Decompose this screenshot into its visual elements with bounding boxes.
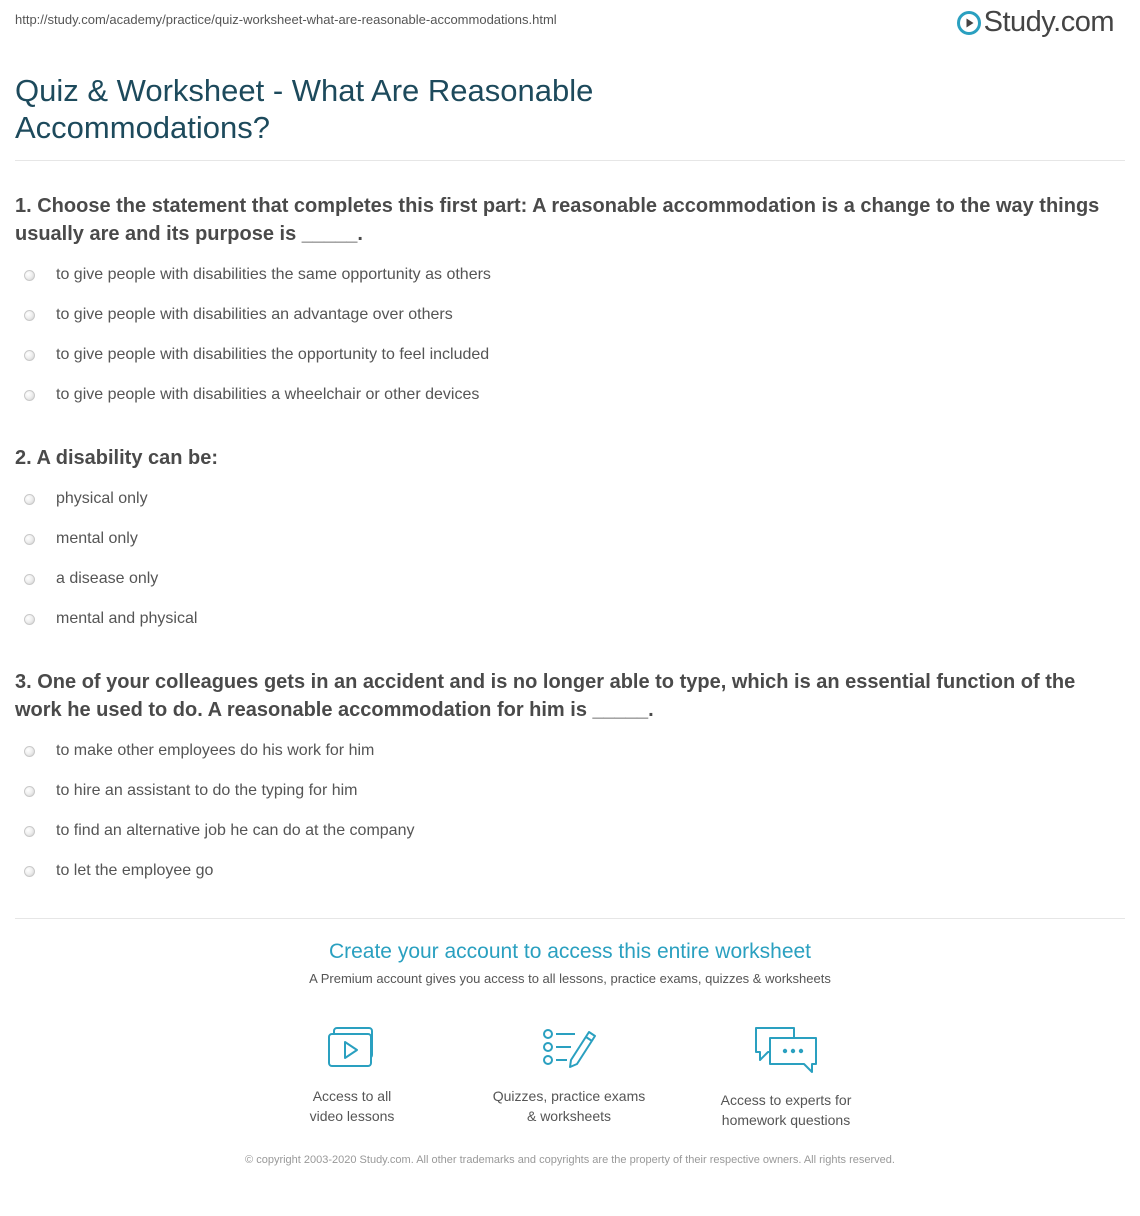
promo-subtitle: A Premium account gives you access to all lessons, practice exams, quizzes & worksheets [309, 971, 831, 986]
answer-option[interactable] [15, 479, 1015, 519]
question-2-options [15, 479, 1015, 639]
study-logo[interactable] [957, 8, 1114, 37]
option-label: to give people with disabilities the opportunity to feel included [56, 346, 490, 363]
feature-label-line: homework questions [721, 1112, 851, 1128]
question-1-text: 1. Choose the statement that completes this first part: A reasonable accommodation is a change to the way things usually are and its purpose is _____. [15, 195, 1100, 245]
radio-button[interactable] [24, 866, 35, 877]
play-circle-icon [957, 11, 981, 35]
radio-button[interactable] [24, 746, 35, 757]
feature-label-line: Access to experts for [720, 1092, 852, 1108]
feature-label-line: Access to all [312, 1088, 392, 1104]
answer-option[interactable] [15, 295, 1015, 335]
answer-option[interactable] [15, 599, 1015, 639]
option-label: to make other employees do his work for him [56, 742, 375, 759]
radio-button[interactable] [24, 390, 35, 401]
answer-option[interactable] [15, 811, 1015, 851]
radio-button[interactable] [24, 310, 35, 321]
feature-label [686, 1090, 886, 1130]
radio-button[interactable] [24, 270, 35, 281]
question-3-options [15, 731, 1015, 891]
answer-option[interactable] [15, 335, 1015, 375]
option-label: to give people with disabilities a wheelchair or other devices [56, 386, 480, 403]
option-label: to give people with disabilities an advantage over others [56, 306, 453, 323]
radio-button[interactable] [24, 574, 35, 585]
answer-option[interactable] [15, 255, 1015, 295]
option-label: a disease only [56, 570, 159, 587]
option-label: to hire an assistant to do the typing for him [56, 782, 358, 799]
feature-label [469, 1086, 669, 1126]
answer-option[interactable] [15, 851, 1015, 891]
radio-button[interactable] [24, 614, 35, 625]
feature-experts [686, 1026, 886, 1130]
question-1-options [15, 255, 1015, 415]
logo-text: Study.com [983, 6, 1114, 38]
radio-button[interactable] [24, 534, 35, 545]
option-label: to find an alternative job he can do at the company [56, 822, 415, 839]
chat-experts-icon [754, 1026, 818, 1074]
answer-option[interactable] [15, 559, 1015, 599]
feature-label-line: Quizzes, practice exams [492, 1088, 646, 1104]
answer-option[interactable] [15, 771, 1015, 811]
quiz-checklist-icon [541, 1026, 597, 1070]
page-title: Quiz & Worksheet - What Are Reasonable Accommodations? [15, 73, 594, 145]
page-url: http://study.com/academy/practice/quiz-worksheet-what-are-reasonable-accommodations.html [15, 12, 557, 27]
create-account-link[interactable]: Create your account to access this entire worksheet [328, 940, 812, 963]
option-label: physical only [56, 490, 148, 507]
option-label: to let the employee go [56, 862, 214, 879]
answer-option[interactable] [15, 731, 1015, 771]
radio-button[interactable] [24, 350, 35, 361]
radio-button[interactable] [24, 494, 35, 505]
option-label: to give people with disabilities the same opportunity as others [56, 266, 491, 283]
radio-button[interactable] [24, 786, 35, 797]
divider [15, 918, 1125, 919]
feature-label [252, 1086, 452, 1126]
radio-button[interactable] [24, 826, 35, 837]
copyright-text: © copyright 2003-2020 Study.com. All other trademarks and copyrights are the property of their respective owners. All rights reserved. [245, 1154, 895, 1166]
signup-promo [0, 940, 1140, 986]
answer-option[interactable] [15, 375, 1015, 415]
option-label: mental and physical [56, 610, 198, 627]
feature-video-lessons [252, 1026, 452, 1126]
feature-label-line: & worksheets [526, 1108, 612, 1124]
divider [15, 160, 1125, 161]
answer-option[interactable] [15, 519, 1015, 559]
question-2-text: 2. A disability can be: [15, 447, 219, 469]
feature-label-line: video lessons [309, 1108, 395, 1124]
feature-quizzes [469, 1026, 669, 1126]
option-label: mental only [56, 530, 138, 547]
question-3-text: 3. One of your colleagues gets in an accident and is no longer able to type, which is an essential function of the work he used to do. A reasonable accommodation for him is _____. [15, 671, 1076, 721]
video-lessons-icon [326, 1026, 378, 1070]
